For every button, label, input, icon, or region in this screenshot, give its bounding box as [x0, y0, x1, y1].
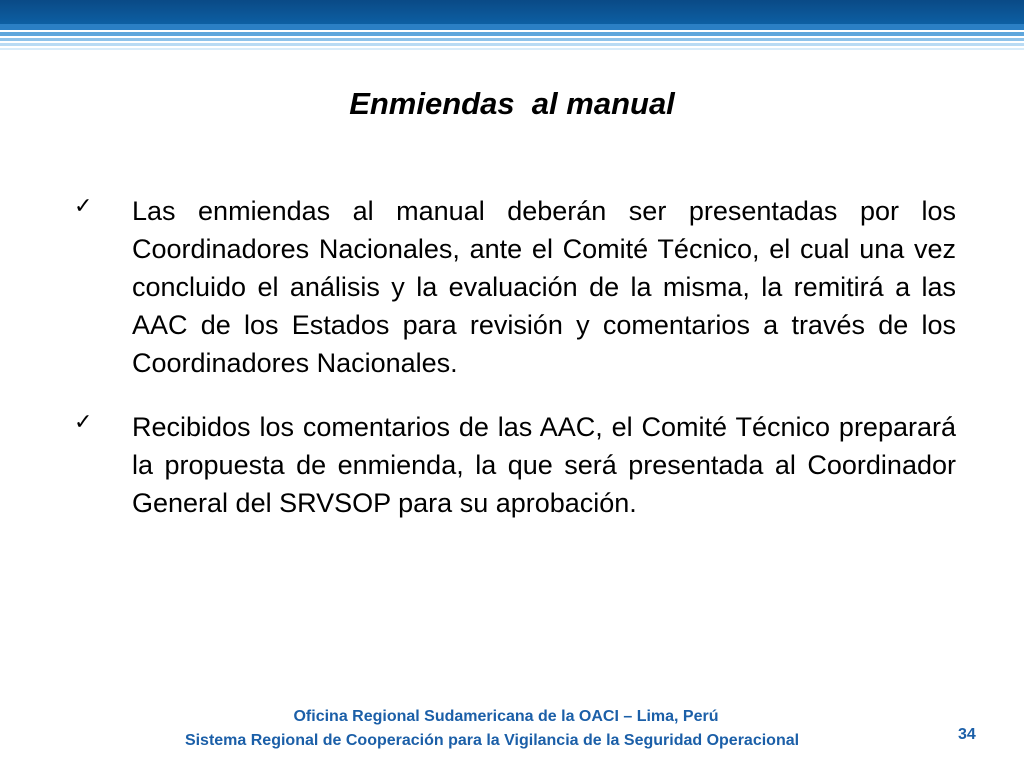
- bullet-text: Las enmiendas al manual deberán ser presentadas por los Coordinadores Nacionales, ante el Comité Técnico, el cual una vez concluido el análisis y la evaluación de la misma, la remitirá a las AAC de los Estados para revisión y comentarios a través de los Coordinadores Nacionales.: [132, 196, 956, 378]
- header-band: [0, 0, 1024, 60]
- footer-organization: Oficina Regional Sudamericana de la OACI – Lima, Perú: [293, 708, 719, 725]
- bullet-item: [70, 192, 956, 382]
- bullet-item: [70, 408, 956, 522]
- checkmark-icon: ✓: [74, 410, 93, 435]
- checkmark-icon: ✓: [74, 194, 93, 219]
- header-stripe: [0, 48, 1024, 50]
- footer-system-name: Sistema Regional de Cooperación para la Vigilancia de la Seguridad Operacional: [184, 732, 800, 749]
- bullet-text: Recibidos los comentarios de las AAC, el Comité Técnico preparará la propuesta de enmienda, la que será presentada al Coordinador General del SRVSOP para su aprobación.: [132, 412, 956, 518]
- page-number: 34: [958, 726, 976, 743]
- slide-title: Enmiendas al manual: [349, 86, 675, 121]
- bullet-list: [70, 192, 956, 548]
- header-dark-bar: [0, 0, 1024, 24]
